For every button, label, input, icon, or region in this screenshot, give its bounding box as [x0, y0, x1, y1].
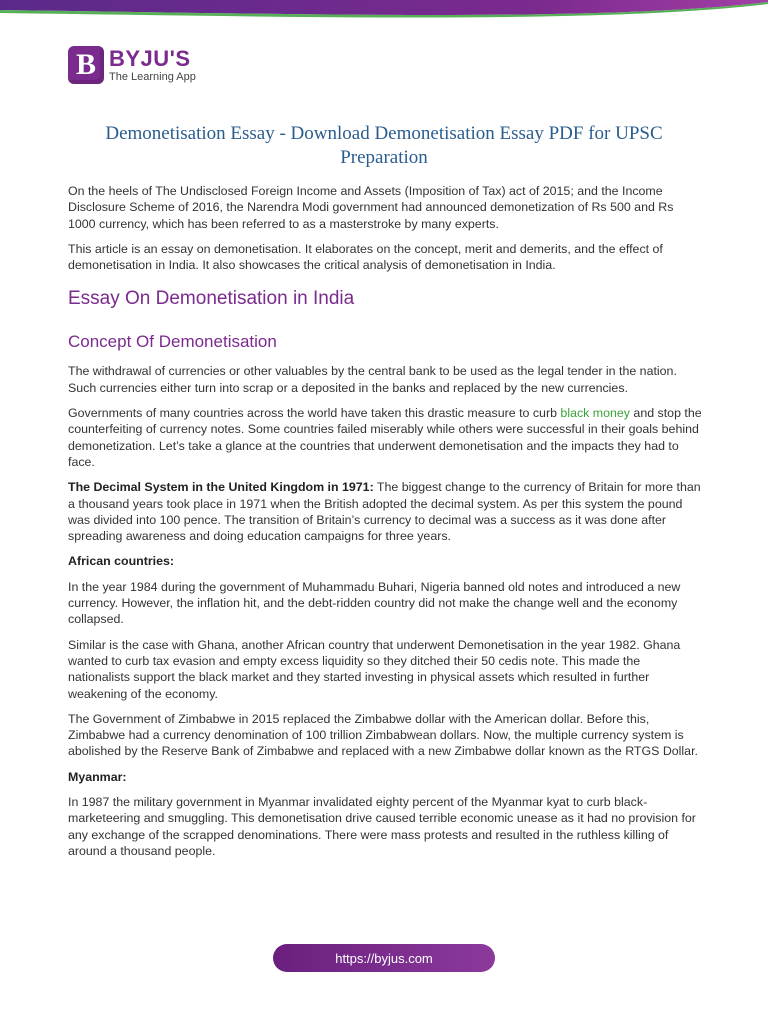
document-body — [68, 183, 704, 868]
ghana-paragraph: Similar is the case with Ghana, another African country that underwent Demonetisation in the year 1982. Ghana wanted to curb tax evasion and empty excess liquidity so they ditched their 50 cedis note. This made the nationalists support the black market and they started investing in physical assets which resulted in further weakening of the economy. — [68, 637, 681, 701]
intro-paragraph-2: This article is an essay on demonetisation. It elaborates on the concept, merit and demerits, and the effect of demonetisation in India. It also showcases the critical analysis of demonetisation in India. — [68, 241, 663, 273]
africa-label-paragraph — [68, 553, 704, 569]
africa-label: African countries: — [68, 554, 175, 569]
myanmar-label: Myanmar: — [68, 769, 127, 784]
brand-tagline: The Learning App — [109, 70, 196, 83]
subsection-heading: Concept Of Demonetisation — [68, 332, 277, 352]
concept-paragraph-2 — [68, 405, 704, 470]
concept-text-before: Governments of many countries across the world have taken this drastic measure to curb — [68, 406, 561, 421]
footer-url-link[interactable]: https://byjus.com — [273, 944, 495, 972]
nigeria-paragraph: In the year 1984 during the government of Muhammadu Buhari, Nigeria banned old notes and introduced a new currency. However, the inflation hit, and the debt-ridden country did not make the change well and the economy collapsed. — [68, 579, 681, 627]
myanmar-paragraph: In 1987 the military government in Myanmar invalidated eighty percent of the Myanmar kyat to curb black-marketeering and smuggling. This demonetisation drive caused terrible economic unease as it had no provision for any exchange of the scrapped denominations. There were mass protests and resulted in the ruthless killing of around a thousand people. — [68, 795, 696, 858]
brand-logo[interactable] — [68, 46, 196, 84]
intro-paragraph-1: On the heels of The Undisclosed Foreign Income and Assets (Imposition of Tax) act of 2015; and the Income Disclosure Scheme of 2016, the Narendra Modi government had announced demonetization of Rs 500 and Rs 1000 currency, which has been referred to as a masterstroke by many experts. — [68, 184, 674, 231]
section-heading: Essay On Demonetisation in India — [68, 288, 355, 310]
concept-text-after: and stop the counterfeiting of currency notes. Some countries failed miserably while others were successful in their goals behind demonetization. Let’s take a glance at the countries that underwent demonetisation and the impacts they had to face. — [68, 406, 702, 469]
uk-paragraph — [68, 479, 704, 544]
brand-logo-icon: B — [68, 46, 104, 84]
uk-label: The Decimal System in the United Kingdom in 1971: — [68, 480, 374, 495]
brand-name: BYJU'S — [109, 45, 191, 71]
myanmar-label-paragraph — [68, 769, 704, 785]
zimbabwe-paragraph: The Government of Zimbabwe in 2015 replaced the Zimbabwe dollar with the American dollar. Before this, Zimbabwe had a currency denomination of 100 trillion Zimbabwean dollars. Now, the multiple currency system is abolished by the Reserve Bank of Zimbabwe and replaced with a new Zimbabwe dollar known as the RTGS Dollar. — [68, 711, 698, 759]
document-title: Demonetisation Essay - Download Demonetisation Essay PDF for UPSC Preparation — [105, 123, 663, 168]
concept-paragraph-1: The withdrawal of currencies or other valuables by the central bank to be used as the legal tender in the nation. Such currencies either turn into scrap or a deposited in the banks and replaced by the new currencies. — [68, 364, 677, 395]
top-decorative-band — [0, 0, 768, 24]
uk-text: The biggest change to the currency of Britain for more than a thousand years took place in 1971 when the British adopted the decimal system. As per this system the pound was divided into 100 pence. The transition of Britain’s currency to decimal was a success as it was done after spreading awareness and doing education campaigns for three years. — [68, 480, 701, 544]
black-money-link[interactable]: black money — [560, 406, 630, 421]
